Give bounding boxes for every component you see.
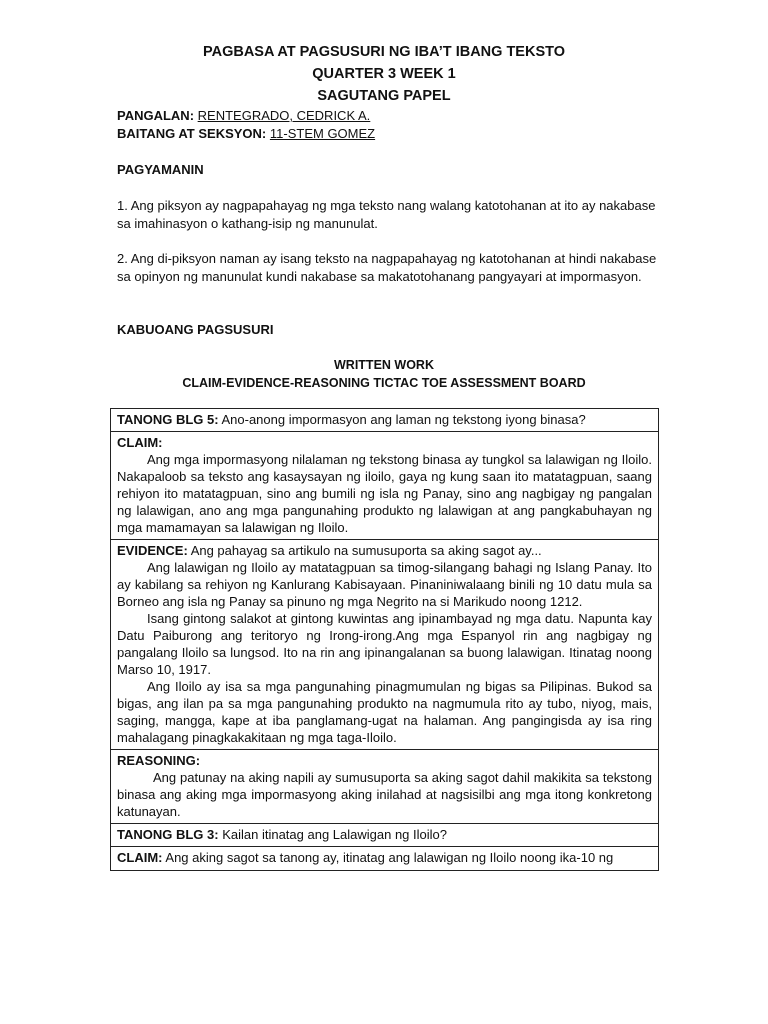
question-3-label: TANONG BLG 3: [117,827,219,842]
question-3-cell [111,824,659,847]
grade-section-line [117,126,375,141]
pagyamanin-item-1: 1. Ang piksyon ay nagpapahayag ng mga teksto nang walang katotohanan at ito ay nakabase sa imahinasyon o kathang-isip ng manunulat. [117,198,656,231]
board-title: CLAIM-EVIDENCE-REASONING TICTAC TOE ASSESSMENT BOARD [182,376,586,390]
reasoning-text: Ang patunay na aking napili ay sumusuporta sa aking sagot dahil makikita sa tekstong binasa ang aking mga impormasyong aking inilahad at nagsisilbi ang mga itong konkretong katunayan. [117,770,652,819]
question-5-text: Ano-anong impormasyon ang laman ng tekstong iyong binasa? [218,412,586,427]
name-label: PANGALAN: [117,108,195,123]
reasoning-label: REASONING: [117,753,201,768]
evidence-label: EVIDENCE: [117,543,188,558]
document-title: PAGBASA AT PAGSUSURI NG IBA’T IBANG TEKSTO [203,44,565,60]
claim-row [111,432,659,540]
document-type: SAGUTANG PAPEL [317,88,451,104]
evidence-row [111,540,659,750]
claim-label: CLAIM: [117,435,163,450]
pagyamanin-item-2: 2. Ang di-piksyon naman ay isang teksto na nagpapahayag ng katotohanan at hindi nakabase sa opinyon ng manunulat kundi nakabase sa makatotohanang pangyayari at impormasyon. [117,251,657,284]
evidence-paragraph-3: Ang Iloilo ay isa sa mga pangunahing pinagmumulan ng bigas sa Pilipinas. Bukod sa bigas, ang ilan pa sa mga pangunahing produkto na nagmumula rito ay tubo, niyog, mais, saging, mangga, kape at iba panglamang-ugat na halaman. Ang pangingisda ay isa ring mahalagang pinagkakakitaan ng mga taga-Iloilo. [117,679,652,745]
evidence-intro: Ang pahayag sa artikulo na sumusuporta sa aking sagot ay... [187,543,542,558]
student-name-line [117,108,370,123]
question-5-row [111,409,659,432]
question-5-label: TANONG BLG 5: [117,412,219,427]
name-value: RENTEGRADO, CEDRICK A. [197,108,371,123]
quarter-week: QUARTER 3 WEEK 1 [312,66,456,82]
question-3-text: Kailan itinatag ang Lalawigan ng Iloilo? [218,827,447,842]
claim-cell [111,432,659,540]
pagyamanin-heading: PAGYAMANIN [117,162,204,177]
evidence-paragraph-1: Ang lalawigan ng Iloilo ay matatagpuan sa timog-silangang bahagi ng Islang Panay. Ito ay kabilang sa rehiyon ng Kanlurang Kabisayaan. Pinaniniwalaang binili ng 10 datu mula sa Borneo ang isla ng Panay sa pinuno ng mga Negrito na si Marikudo noong 1212. [117,560,652,609]
evidence-paragraph-2: Isang gintong salakot at gintong kuwintas ang ipinambayad ng mga datu. Napunta kay Datu Paiburong ang teritoryo ng Irong-irong.Ang mga Espanyol rin ang nagbigay ng pangalang Iloilo sa lungsod. Ito na rin ang ipinangalanan sa buong lalawigan. Itinatag noong Marso 10, 1917. [117,611,652,677]
question-3-row [111,824,659,847]
kabuoang-pagsusuri-heading: KABUOANG PAGSUSURI [117,322,274,337]
claim-2-cell [111,847,659,871]
evidence-cell [111,540,659,750]
section-value: 11-STEM GOMEZ [269,126,376,141]
cer-assessment-board [110,408,659,871]
claim-text: Ang mga impormasyong nilalaman ng tekstong binasa ay tungkol sa lalawigan ng Iloilo. Nakapaloob sa teksto ang kasaysayan ng iloilo, gaya ng kung saan ito matatagpuan, saang rehiyon ito matatagpuan, sino ang bumili ng isla ng Panay, sino ang nagbigay ng pangalan ng lalawigan, ano ang mga pangunahing produkto ng lalawigan at ang pangkabuhayan ng mga mamamayan sa lalawigan ng Iloilo. [117,452,652,535]
claim-2-text: Ang aking sagot sa tanong ay, itinatag ang lalawigan ng Iloilo noong ika-10 ng [162,850,614,865]
section-label: BAITANG AT SEKSYON: [117,126,267,141]
reasoning-row [111,750,659,824]
claim-2-row [111,847,659,871]
claim-2-label: CLAIM: [117,850,163,865]
written-work-heading: WRITTEN WORK [334,358,434,372]
reasoning-cell [111,750,659,824]
question-5-cell [111,409,659,432]
